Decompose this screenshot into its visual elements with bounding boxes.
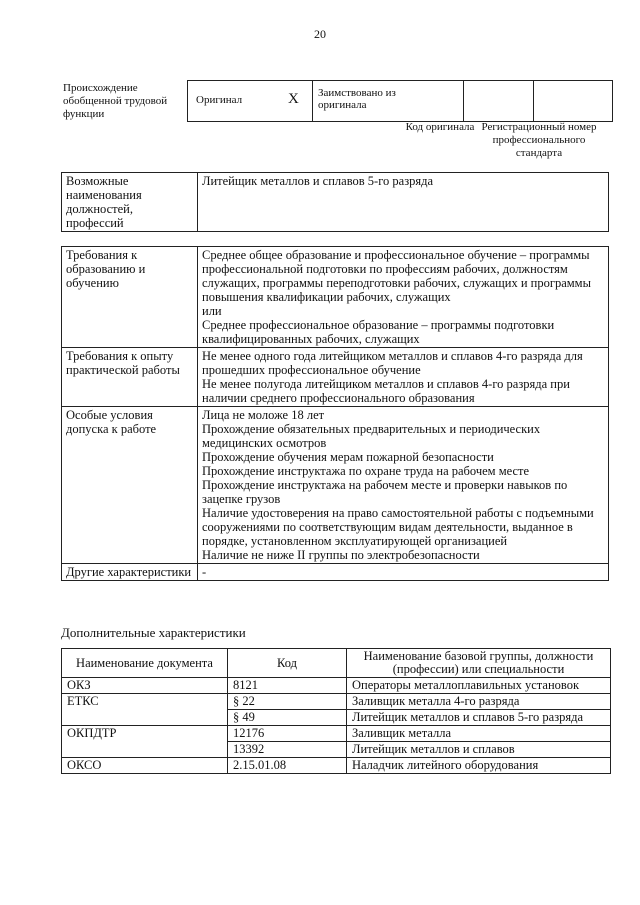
additional-row (62, 678, 611, 694)
original-label: Оригинал (196, 94, 243, 106)
requirement-row (62, 348, 609, 407)
code-cell: 8121 (228, 678, 347, 694)
origin-table (187, 80, 613, 122)
requirement-row (62, 564, 609, 581)
requirement-line: Не менее полугода литейщиком металлов и сплавов 4-го разряда при наличии среднего профессионального образования (202, 377, 570, 405)
requirement-line: Прохождение обязательных предварительных и периодических медицинских осмотров (202, 422, 541, 450)
document-name: ОКПДТР (62, 726, 228, 758)
requirement-line: Прохождение инструктажа на рабочем месте и проверки навыков по зацепке грузов (202, 478, 568, 506)
name-cell: Заливщик металла 4-го разряда (347, 694, 611, 710)
code-cell: 2.15.01.08 (228, 758, 347, 774)
requirement-label: Особые условия допуска к работе (62, 407, 198, 564)
code-cell: 12176 (228, 726, 347, 742)
additional-title: Дополнительные характеристики (61, 625, 246, 640)
requirement-label: Требования к опыту практической работы (62, 348, 198, 407)
header-name: Наименование базовой группы, должности (профессии) или специальности (347, 649, 611, 678)
requirement-row (62, 407, 609, 564)
code-cell: 13392 (228, 742, 347, 758)
name-cell: Литейщик металлов и сплавов (347, 742, 611, 758)
name-cell: Наладчик литейного оборудования (347, 758, 611, 774)
name-cell: Заливщик металла (347, 726, 611, 742)
additional-row (62, 694, 611, 710)
document-name: ОКСО (62, 758, 228, 774)
requirement-value (198, 564, 609, 581)
code-caption: Код оригинала (405, 121, 475, 133)
additional-row (62, 758, 611, 774)
requirement-line: Наличие удостоверения на право самостоятельной работы с подъемными сооружениями по соответствующим видам деятельности, выданное в порядке, установленном эксплуатирующей организацией (202, 506, 594, 548)
requirement-line: или (202, 304, 222, 318)
code-cell: § 49 (228, 710, 347, 726)
page-number: 20 (314, 27, 326, 41)
name-cell: Литейщик металлов и сплавов 5-го разряда (347, 710, 611, 726)
requirement-line: - (202, 565, 207, 579)
requirement-line: Не менее одного года литейщиком металлов и сплавов 4-го разряда для прошедших профессиональное обучение (202, 349, 583, 377)
code-cell: § 22 (228, 694, 347, 710)
requirement-line: Прохождение инструктажа по охране труда на рабочем месте (202, 464, 530, 478)
requirement-line: Наличие не ниже II группы по электробезопасности (202, 548, 480, 562)
requirement-value (198, 247, 609, 348)
requirement-line: Среднее профессиональное образование – программы подготовки квалифицированных рабочих, служащих (202, 318, 555, 346)
header-code: Код (228, 649, 347, 678)
requirement-line: Прохождение обучения мерам пожарной безопасности (202, 450, 494, 464)
requirement-value (198, 348, 609, 407)
positions-value: Литейщик металлов и сплавов 5-го разряда (198, 173, 609, 232)
name-cell: Операторы металлоплавильных установок (347, 678, 611, 694)
requirement-row (62, 247, 609, 348)
reg-caption: Регистрационный номер профессионального стандарта (481, 121, 597, 159)
additional-table (61, 648, 611, 774)
code-cell (464, 81, 534, 121)
original-mark: X (288, 91, 299, 107)
header-doc: Наименование документа (62, 649, 228, 678)
requirements-table (61, 246, 609, 581)
positions-label: Возможные наименования должностей, профессий (62, 173, 198, 232)
requirement-line: Среднее общее образование и профессиональное обучение – программы профессиональной подготовки по профессиям рабочих, должностям служащих, программы переподготовки рабочих, служащих и программы повышения квалификации рабочих, служащих (202, 248, 591, 304)
origin-label: Происхождение обобщенной трудовой функции (63, 82, 168, 120)
additional-row (62, 726, 611, 742)
positions-table (61, 172, 609, 232)
document-name: ОКЗ (62, 678, 228, 694)
requirement-value (198, 407, 609, 564)
requirement-label: Другие характеристики (62, 564, 198, 581)
borrowed-label: Заимствовано из оригинала (318, 87, 396, 111)
document-name: ЕТКС (62, 694, 228, 726)
requirement-line: Лица не моложе 18 лет (202, 408, 325, 422)
requirement-label: Требования к образованию и обучению (62, 247, 198, 348)
